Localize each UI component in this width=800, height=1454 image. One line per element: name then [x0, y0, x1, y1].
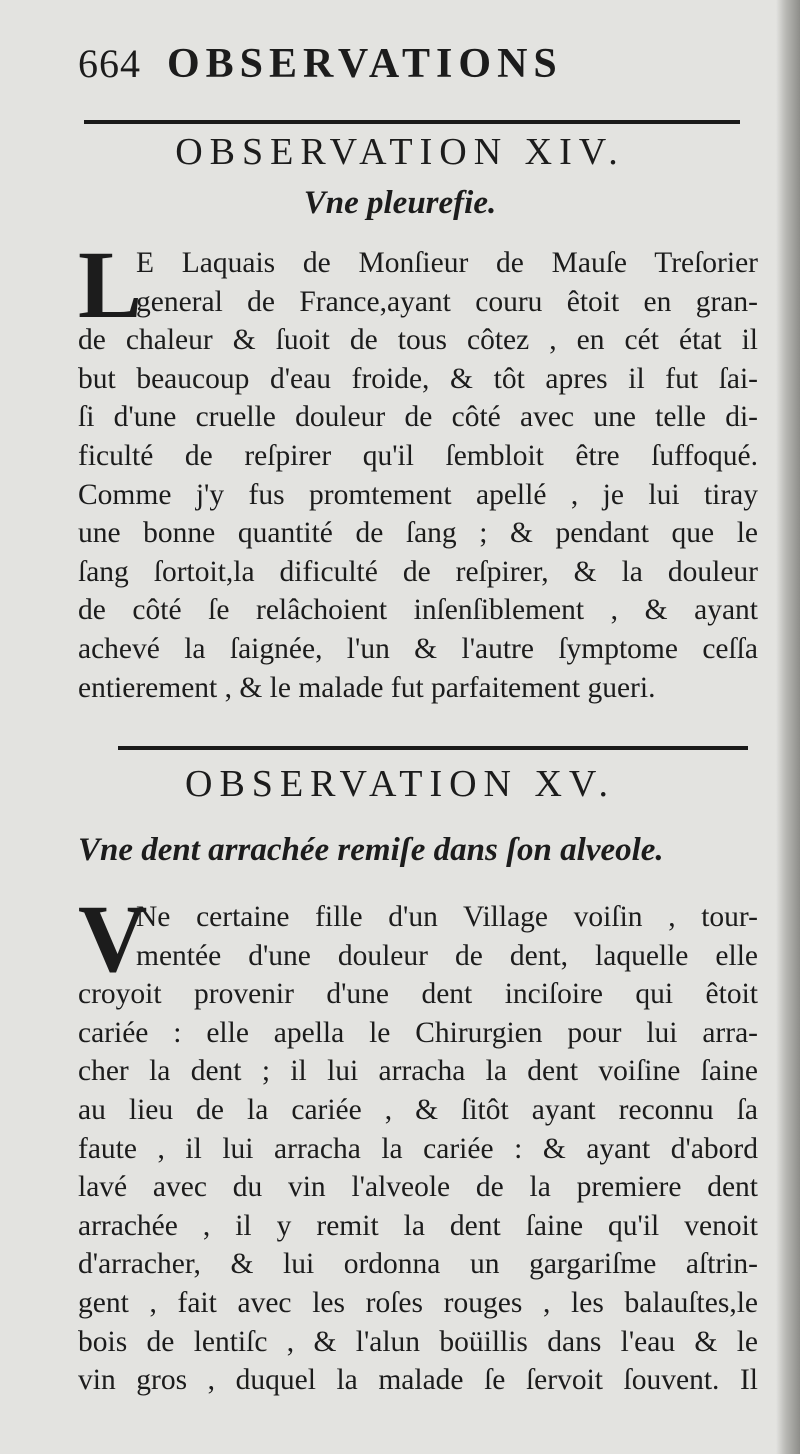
drop-cap-l: L — [78, 231, 143, 338]
text-line: cher la dent ; il lui arracha la dent voiſine ſaine — [78, 1055, 758, 1088]
text-line: Comme j'y fus promtement apellé , je lui tiray — [78, 478, 758, 511]
text-line: entierement , & le malade fut parfaitement gueri. — [78, 671, 656, 704]
text-line: ſang ſortoit,la dificulté de reſpirer, & la douleur — [78, 555, 758, 588]
text-line: une bonne quantité de ſang ; & pendant que le — [78, 517, 758, 550]
text-line: general de France,ayant couru êtoit en gran- — [136, 285, 758, 318]
text-line: gent , fait avec les roſes rouges , les balauſtes,le — [78, 1286, 758, 1319]
page-header — [78, 40, 678, 96]
text-line: Ne certaine fille d'un Village voiſin , tour- — [136, 901, 758, 933]
text-line: faute , il lui arracha la cariée : & ayant d'abord — [78, 1132, 758, 1165]
text-line: ficulté de reſpirer qu'il ſembloit être ſuffoqué. — [78, 439, 758, 472]
text-line: au lieu de la cariée , & ſitôt ayant reconnu ſa — [78, 1093, 758, 1126]
text-line: E Laquais de Monſieur de Mauſe Treſorier — [136, 247, 758, 279]
observation-xv-title: OBSERVATION XV. — [185, 763, 615, 805]
observation-xiv-text — [78, 231, 758, 707]
running-head: OBSERVATIONS — [167, 41, 563, 87]
section-rule — [118, 746, 748, 750]
observation-xiv-subtitle: Vne pleurefie. — [303, 185, 497, 221]
text-line: de chaleur & ſuoit de tous côtez , en cét état il — [78, 324, 758, 357]
text-line: achevé la ſaignée, l'un & l'autre ſymptome ceſſa — [78, 632, 758, 665]
text-line: cariée : elle apella le Chirurgien pour lui arra- — [78, 1016, 758, 1049]
observation-xv-subtitle: Vne dent arrachée remiſe dans ſon alveole. — [78, 832, 664, 868]
header-rule — [84, 120, 740, 124]
text-line: arrachée , il y remit la dent ſaine qu'il venoit — [78, 1209, 758, 1242]
text-line: ſi d'une cruelle douleur de côté avec une telle di- — [78, 401, 758, 434]
text-line: vin gros , duquel la malade ſe ſervoit ſouvent. Il — [78, 1364, 758, 1397]
text-line: but beaucoup d'eau froide, & tôt apres il fut ſai- — [78, 362, 758, 395]
text-line: croyoit provenir d'une dent inciſoire qui êtoit — [78, 978, 758, 1011]
observation-xiv-title: OBSERVATION XIV. — [175, 131, 625, 173]
text-line: de côté ſe relâchoient inſenſiblement , & ayant — [78, 594, 758, 627]
text-line: d'arracher, & lui ordonna un gargariſme aſtrin- — [78, 1248, 758, 1281]
text-line: lavé avec du vin l'alveole de la premiere dent — [78, 1171, 758, 1204]
page-number: 664 — [78, 41, 141, 86]
text-line: bois de lentiſc , & l'alun boüillis dans l'eau & le — [78, 1325, 758, 1358]
text-line: mentée d'une douleur de dent, laquelle elle — [136, 939, 758, 972]
observation-xv-text — [78, 885, 758, 1400]
drop-cap-v: V — [78, 885, 148, 992]
